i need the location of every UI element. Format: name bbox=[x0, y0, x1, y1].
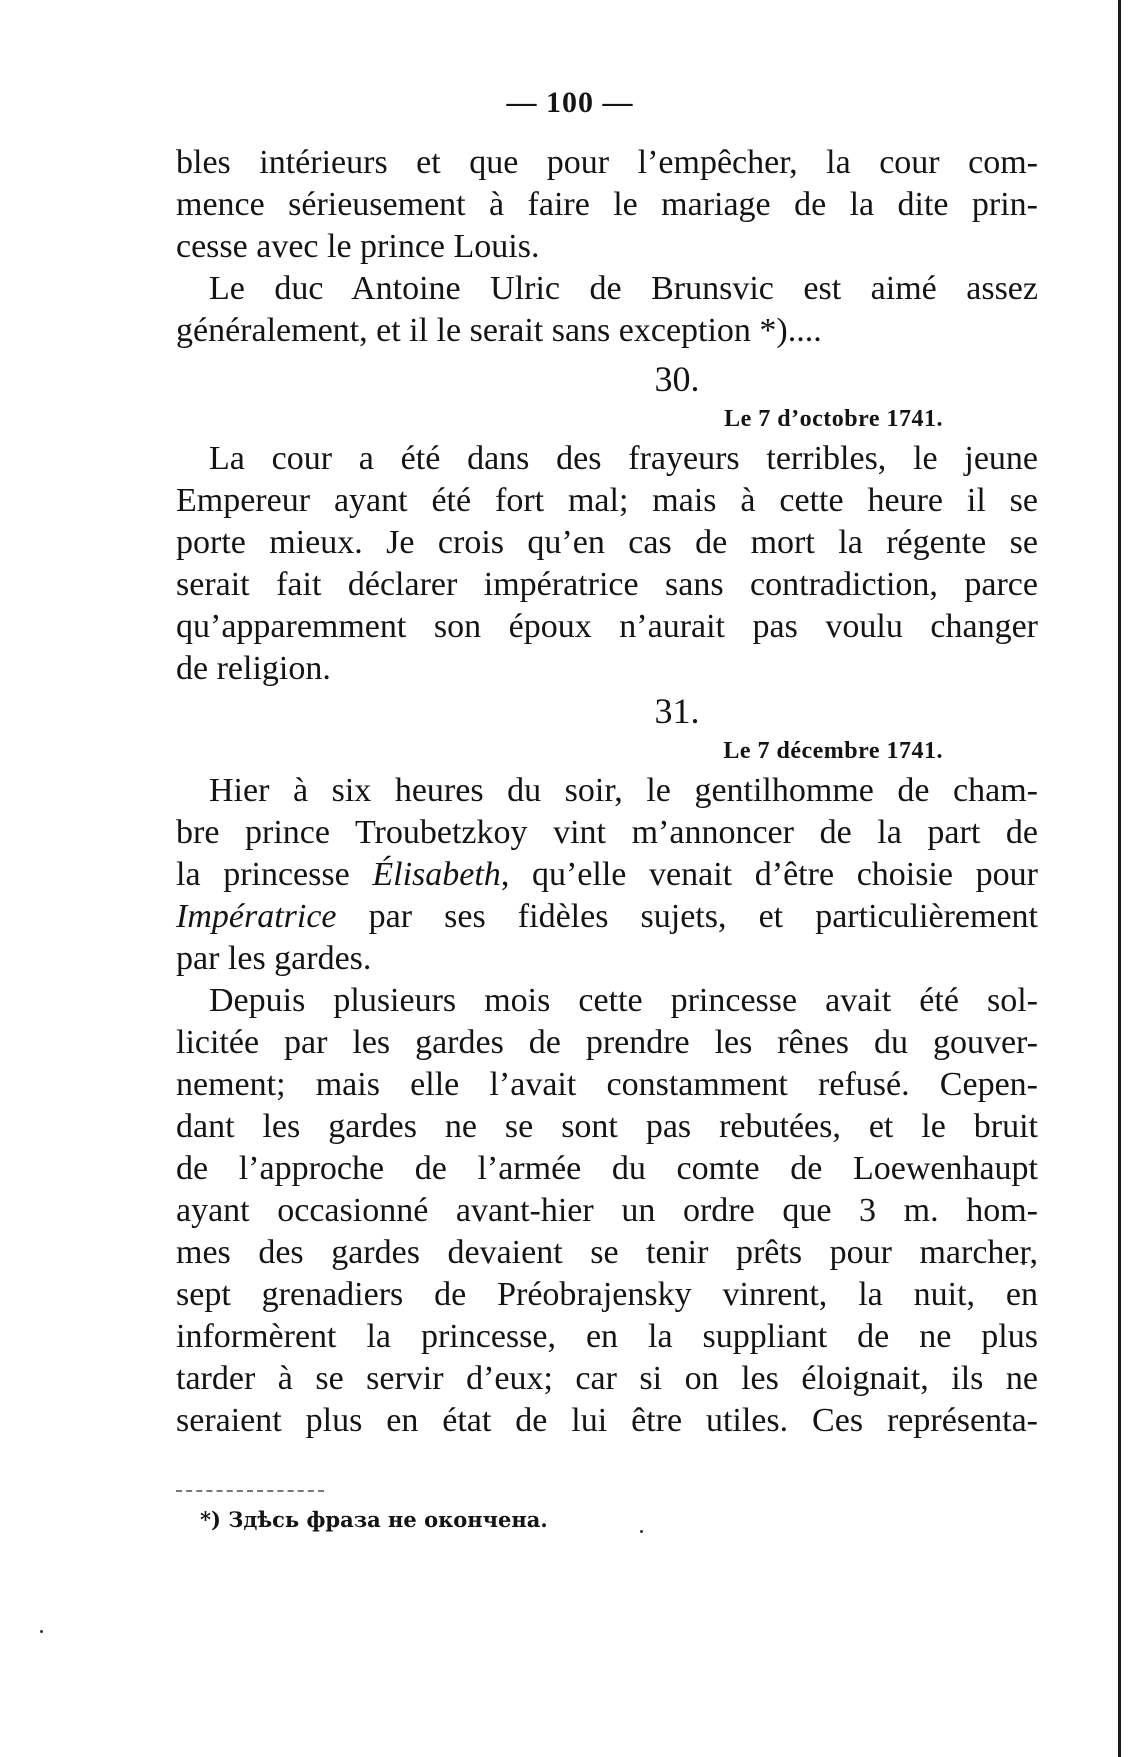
text-line: Hier à six heures du soir, le gentilhomme de cham- bbox=[209, 772, 1038, 809]
letter-number: 31. bbox=[654, 691, 700, 731]
text-line: mes des gardes devaient se tenir prêts pour marcher, bbox=[176, 1234, 1038, 1271]
letter-date: Le 7 d’octobre 1741. bbox=[724, 406, 943, 432]
text-line: de religion. bbox=[176, 650, 331, 687]
text-line: Le duc Antoine Ulric de Brunsvic est aimé assez bbox=[209, 270, 1038, 307]
text-line bbox=[176, 854, 1038, 896]
text-line: La cour a été dans des frayeurs terribles, le jeune bbox=[209, 440, 1038, 477]
text-line: dant les gardes ne se sont pas rebutées, et le bruit bbox=[176, 1108, 1038, 1145]
text-line: nement; mais elle l’avait constamment refusé. Cepen- bbox=[176, 1066, 1038, 1103]
text-line: informèrent la princesse, en la suppliant de ne plus bbox=[176, 1318, 1038, 1355]
text-line: bre prince Troubetzkoy vint m’annoncer de la part de bbox=[176, 814, 1038, 851]
text-line: seraient plus en état de lui être utiles. Ces représenta- bbox=[176, 1402, 1038, 1439]
text-line: de l’approche de l’armée du comte de Loewenhaupt bbox=[176, 1150, 1038, 1187]
text-line: bles intérieurs et que pour l’empêcher, la cour com- bbox=[176, 144, 1038, 181]
italic-title: Impératrice bbox=[176, 898, 337, 935]
text-fragment: la princesse bbox=[176, 856, 373, 893]
text-line bbox=[176, 896, 1038, 938]
text-line: serait fait déclarer impératrice sans contradiction, parce bbox=[176, 566, 1038, 603]
print-speck bbox=[640, 1530, 643, 1533]
text-line: Depuis plusieurs mois cette princesse avait été sol- bbox=[209, 982, 1038, 1019]
text-line: mence sérieusement à faire le mariage de la dite prin- bbox=[176, 186, 1038, 223]
text-line: porte mieux. Je crois qu’en cas de mort la régente se bbox=[176, 524, 1038, 561]
text-line: licitée par les gardes de prendre les rênes du gouver- bbox=[176, 1024, 1038, 1061]
text-line: cesse avec le prince Louis. bbox=[176, 228, 540, 265]
letter-number: 30. bbox=[654, 359, 700, 399]
text-line: tarder à se servir d’eux; car si on les éloignait, ils ne bbox=[176, 1360, 1038, 1397]
text-line: généralement, et il le serait sans exception *).... bbox=[176, 312, 822, 349]
italic-name: Élisabeth bbox=[372, 856, 501, 893]
page-number: — 100 — bbox=[506, 86, 634, 119]
text-fragment: , qu’elle venait d’être choisie pour bbox=[500, 856, 1038, 893]
footnote-rule bbox=[176, 1490, 324, 1492]
footnote: *) Здѣсь фраза не окончена. bbox=[200, 1507, 548, 1532]
text-body bbox=[176, 142, 1038, 1442]
text-line: sept grenadiers de Préobrajensky vinrent, la nuit, en bbox=[176, 1276, 1038, 1313]
print-speck bbox=[40, 1630, 43, 1633]
page-edge-rule bbox=[1118, 0, 1121, 1757]
text-line: qu’apparemment son époux n’aurait pas voulu changer bbox=[176, 608, 1038, 645]
text-line: ayant occasionné avant-hier un ordre que 3 m. hom- bbox=[176, 1192, 1038, 1229]
letter-date: Le 7 décembre 1741. bbox=[723, 738, 943, 764]
text-line: par les gardes. bbox=[176, 940, 372, 977]
text-fragment: par ses fidèles sujets, et particulièrement bbox=[336, 898, 1038, 935]
text-line: Empereur ayant été fort mal; mais à cette heure il se bbox=[176, 482, 1038, 519]
